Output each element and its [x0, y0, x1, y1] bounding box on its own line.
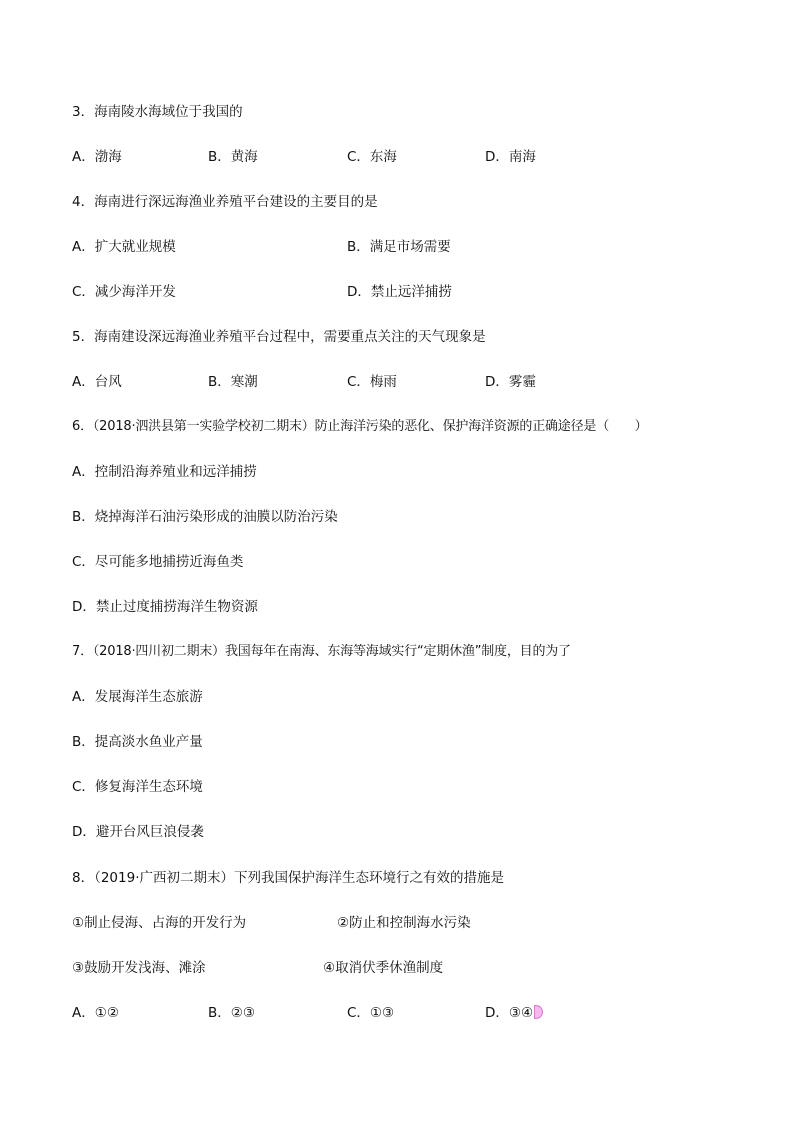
question-5-option-a: A．台风	[72, 374, 122, 390]
question-7-stem: 7．（2018·四川初二期末）我国每年在南海、东海等海域实行“定期休渔”制度，目的为了	[72, 644, 571, 659]
question-3-option-d: D．南海	[485, 149, 536, 165]
question-8-option-b: B．②③	[208, 1005, 255, 1021]
question-8-stem: 8．（2019·广西初二期末）下列我国保护海洋生态环境行之有效的措施是	[72, 870, 504, 886]
question-4-option-a: A．扩大就业规模	[72, 239, 176, 255]
question-5-option-c: C．梅雨	[347, 374, 397, 390]
question-4-stem: 4．海南进行深远海渔业养殖平台建设的主要目的是	[72, 194, 378, 210]
question-7-option-b: B．提高淡水鱼业产量	[72, 734, 203, 750]
question-8-option-a: A．①②	[72, 1005, 119, 1021]
question-8-option-d: D．③④	[485, 1005, 534, 1021]
question-3-option-c: C．东海	[347, 149, 397, 165]
question-6-option-a: A．控制沿海养殖业和远洋捕捞	[72, 464, 257, 480]
question-5-stem: 5．海南建设深远海渔业养殖平台过程中，需要重点关注的天气现象是	[72, 329, 486, 345]
question-7-option-c: C．修复海洋生态环境	[72, 779, 203, 795]
question-8-statement-1: ①制止侵海、占海的开发行为	[72, 915, 247, 931]
question-8-option-d-wrap	[485, 1004, 543, 1022]
question-5-option-b: B．寒潮	[208, 374, 258, 390]
question-8-statement-4: ④取消伏季休渔制度	[323, 960, 444, 976]
question-6-option-b: B．烧掉海洋石油污染形成的油膜以防治污染	[72, 509, 338, 525]
question-3-option-a: A．渤海	[72, 149, 122, 165]
question-6-option-c: C．尽可能多地捕捞近海鱼类	[72, 554, 244, 570]
question-3-stem: 3．海南陵水海域位于我国的	[72, 104, 243, 120]
question-8-option-c: C．①③	[347, 1005, 395, 1021]
question-4-option-c: C．减少海洋开发	[72, 284, 176, 300]
question-3-option-b: B．黄海	[208, 149, 258, 165]
question-7-option-a: A．发展海洋生态旅游	[72, 689, 203, 705]
question-7-option-d: D．避开台风巨浪侵袭	[72, 824, 204, 840]
question-5-option-d: D．雾霾	[485, 374, 536, 390]
question-8-statement-3: ③鼓励开发浅海、滩涂	[72, 960, 206, 976]
question-6-stem: 6．（2018·泗洪县第一实验学校初二期末）防止海洋污染的恶化、保护海洋资源的正确途径是（ ）	[72, 419, 648, 434]
question-4-option-d: D．禁止远洋捕捞	[347, 284, 452, 300]
highlight-marker-icon	[534, 1005, 543, 1019]
question-6-option-d: D．禁止过度捕捞海洋生物资源	[72, 599, 258, 615]
question-4-option-b: B．满足市场需要	[347, 239, 451, 255]
question-8-statement-2: ②防止和控制海水污染	[337, 915, 471, 931]
